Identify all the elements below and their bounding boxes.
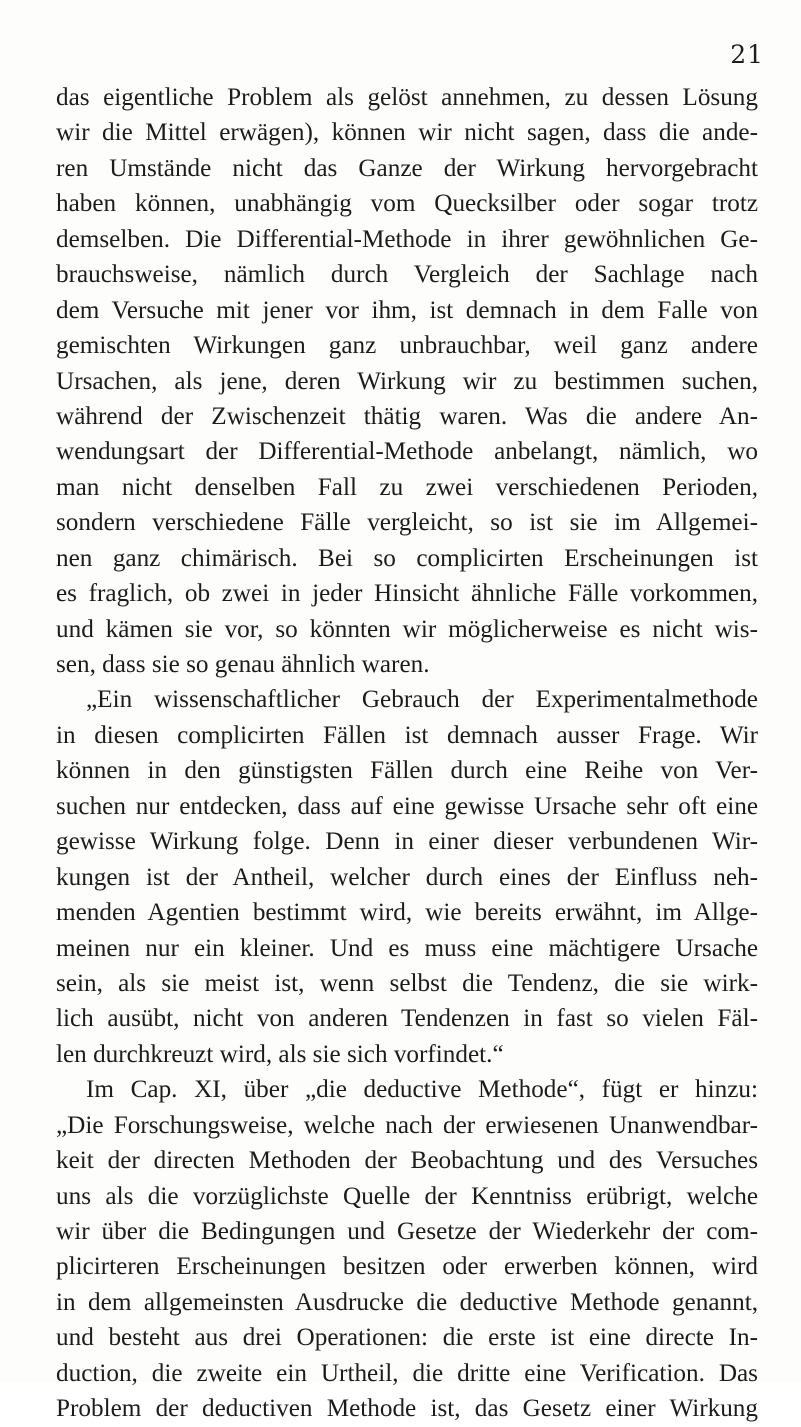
text-line: Im Cap. XI, über „die deductive Methode“, fügt er hinzu: xyxy=(86,1076,758,1104)
text-line: len durchkreuzt wird, als sie sich vorfindet.“ xyxy=(56,1040,504,1068)
text-line: lich ausübt, nicht von anderen Tendenzen in fast so vielen Fäl- xyxy=(56,1005,758,1033)
text-line: demselben. Die Differential-Methode in ihrer gewöhnlichen Ge- xyxy=(56,225,758,253)
text-line: und besteht aus drei Operationen: die erste ist eine directe In- xyxy=(56,1324,758,1352)
text-line: brauchsweise, nämlich durch Vergleich der Sachlage nach xyxy=(56,261,758,289)
text-line: duction, die zweite ein Urtheil, die dritte eine Verification. Das xyxy=(56,1359,758,1387)
text-line: wir die Mittel erwägen), können wir nicht sagen, dass die ande- xyxy=(56,119,758,147)
body-text xyxy=(56,80,758,1427)
text-line: sondern verschiedene Fälle vergleicht, so ist sie im Allgemei- xyxy=(56,509,758,537)
text-line: dem Versuche mit jener vor ihm, ist demnach in dem Falle von xyxy=(56,296,758,324)
text-line: während der Zwischenzeit thätig waren. Was die andere An- xyxy=(56,402,758,430)
text-line: „Die Forschungsweise, welche nach der erwiesenen Unanwendbar- xyxy=(56,1111,758,1139)
text-line: man nicht denselben Fall zu zwei verschiedenen Perioden, xyxy=(56,473,758,501)
text-line: Ursachen, als jene, deren Wirkung wir zu bestimmen suchen, xyxy=(56,367,758,395)
text-line: menden Agentien bestimmt wird, wie bereits erwähnt, im Allge- xyxy=(56,899,758,927)
text-line: plicirteren Erscheinungen besitzen oder erwerben können, wird xyxy=(56,1253,758,1281)
text-line: es fraglich, ob zwei in jeder Hinsicht ähnliche Fälle vorkommen, xyxy=(56,580,758,608)
text-line: wir über die Bedingungen und Gesetze der Wiederkehr der com- xyxy=(56,1218,758,1245)
text-line: „Ein wissenschaftlicher Gebrauch der Experimentalmethode xyxy=(86,686,758,714)
text-line: und kämen sie vor, so könnten wir möglicherweise es nicht wis- xyxy=(56,615,758,643)
text-line: gemischten Wirkungen ganz unbrauchbar, weil ganz andere xyxy=(56,332,758,360)
page-number: 21 xyxy=(730,40,764,69)
text-line: das eigentliche Problem als gelöst annehmen, zu dessen Lösung xyxy=(56,84,758,111)
text-line: haben können, unabhängig vom Quecksilber oder sogar trotz xyxy=(56,190,758,218)
text-line: meinen nur ein kleiner. Und es muss eine mächtigere Ursache xyxy=(56,934,758,962)
text-line: wendungsart der Differential-Methode anbelangt, nämlich, wo xyxy=(56,438,758,466)
text-line: Problem der deductiven Methode ist, das Gesetz einer Wirkung xyxy=(56,1395,758,1423)
text-line: gewisse Wirkung folge. Denn in einer dieser verbundenen Wir- xyxy=(56,828,758,856)
text-line: in dem allgemeinsten Ausdrucke die deductive Methode genannt, xyxy=(56,1288,758,1316)
text-line: uns als die vorzüglichste Quelle der Kenntniss erübrigt, welche xyxy=(56,1182,758,1210)
text-line: suchen nur entdecken, dass auf eine gewisse Ursache sehr oft eine xyxy=(56,792,758,820)
text-line: nen ganz chimärisch. Bei so complicirten Erscheinungen ist xyxy=(56,544,758,572)
text-line: können in den günstigsten Fällen durch eine Reihe von Ver- xyxy=(56,757,758,785)
text-line: sein, als sie meist ist, wenn selbst die Tendenz, die sie wirk- xyxy=(56,969,758,997)
text-line: ren Umstände nicht das Ganze der Wirkung hervorgebracht xyxy=(56,154,758,182)
text-line: sen, dass sie so genau ähnlich waren. xyxy=(56,651,430,678)
text-line: keit der directen Methoden der Beobachtung und des Versuches xyxy=(56,1147,758,1175)
text-line: in diesen complicirten Fällen ist demnach ausser Frage. Wir xyxy=(56,721,758,749)
text-line: kungen ist der Antheil, welcher durch eines der Einfluss neh- xyxy=(56,863,758,891)
